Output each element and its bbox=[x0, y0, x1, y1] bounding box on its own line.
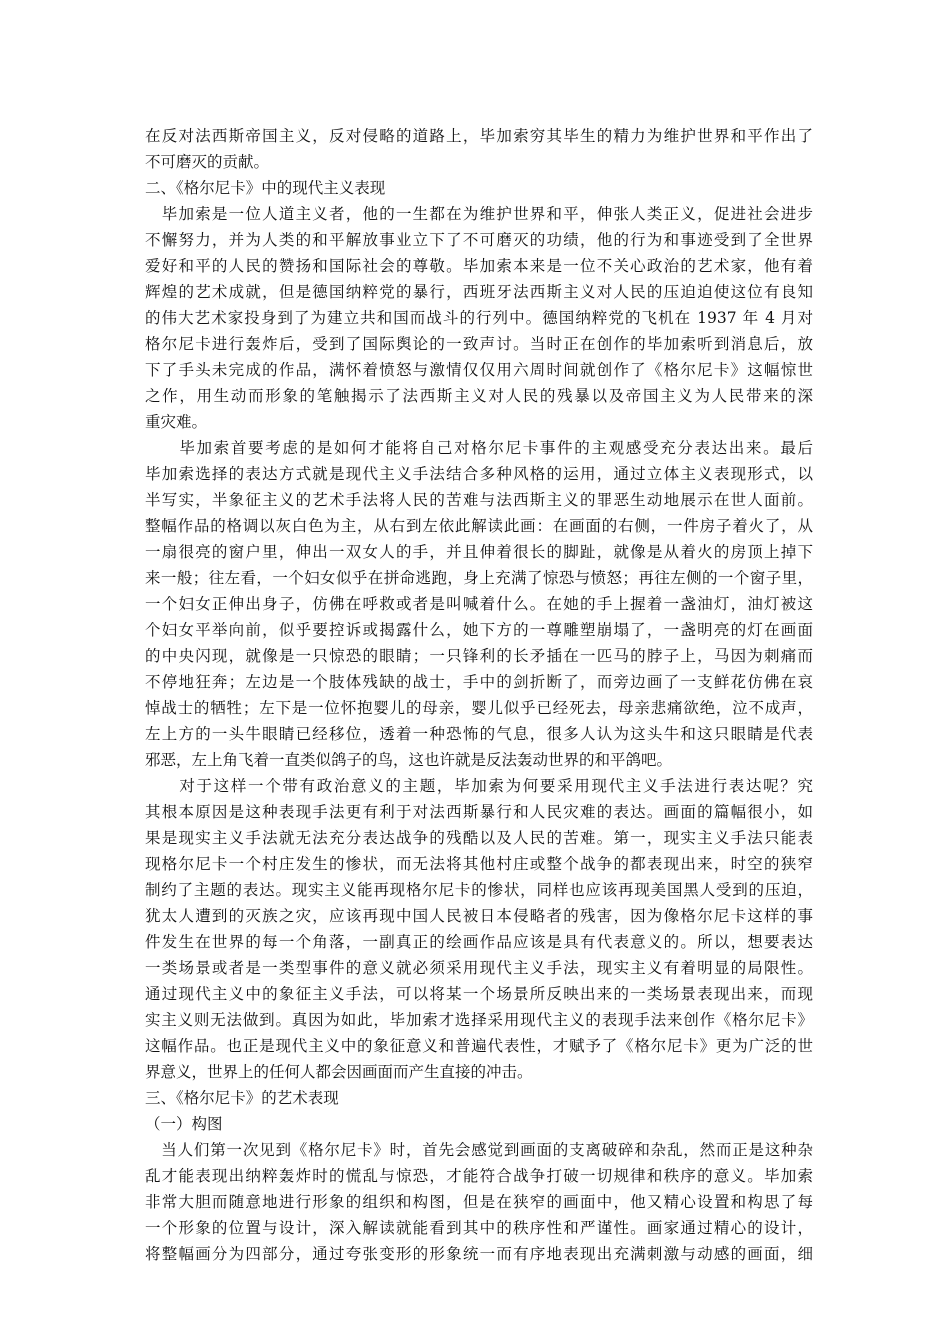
text-line: 这幅作品。也正是现代主义中的象征意义和普遍代表性，才赋予了《格尔尼卡》更为广泛的世 bbox=[145, 1037, 813, 1055]
text-line: 制约了主题的表达。现实主义能再现格尔尼卡的惨状，同样也应该再现美国黑人受到的压迫， bbox=[145, 881, 813, 899]
text-line: 爱好和平的人民的赞扬和国际社会的尊敬。毕加索本来是一位不关心政治的艺术家，他有着 bbox=[145, 257, 813, 275]
text-line: （一）构图 bbox=[145, 1115, 223, 1133]
text-line: 现格尔尼卡一个村庄发生的惨状，而无法将其他村庄或整个战争的都表现出来，时空的狭窄 bbox=[145, 855, 813, 873]
text-line: 邪恶，左上角飞着一直类似鸽子的鸟，这也许就是反法轰动世界的和平鸽吧。 bbox=[145, 751, 673, 769]
text-line: 毕加索选择的表达方式就是现代主义手法结合多种风格的运用，通过立体主义表现形式，以 bbox=[145, 465, 813, 483]
text-line: 格尔尼卡进行轰炸后，受到了国际舆论的一致声讨。当时正在创作的毕加索听到消息后，放 bbox=[145, 335, 813, 353]
text-line: 毕加索是一位人道主义者，他的一生都在为维护世界和平，伸张人类正义，促进社会进步 bbox=[145, 205, 813, 223]
text-line: 通过现代主义中的象征主义手法，可以将某一个场景所反映出来的一类场景表现出来，而现 bbox=[145, 985, 813, 1003]
text-line: 一个妇女正伸出身子，仿佛在呼救或者是叫喊着什么。在她的手上握着一盏油灯，油灯被这 bbox=[145, 595, 813, 613]
text-line: 果是现实主义手法就无法充分表达战争的残酷以及人民的苦难。第一，现实主义手法只能表 bbox=[145, 829, 813, 847]
text-line: 实主义则无法做到。真因为如此，毕加索才选择采用现代主义的表现手法来创作《格尔尼卡》 bbox=[145, 1011, 813, 1029]
text-line: 当人们第一次见到《格尔尼卡》时，首先会感觉到画面的支离破碎和杂乱，然而正是这种杂 bbox=[145, 1141, 813, 1159]
text-line: 三、《格尔尼卡》的艺术表现 bbox=[145, 1089, 339, 1107]
text-line: 在反对法西斯帝国主义，反对侵略的道路上，毕加索穷其毕生的精力为维护世界和平作出了 bbox=[145, 127, 813, 145]
text-line: 件发生在世界的每一个角落，一副真正的绘画作品应该是具有代表意义的。所以，想要表达 bbox=[145, 933, 813, 951]
text-line: 的中央闪现，就像是一只惊恐的眼睛；一只锋利的长矛插在一匹马的脖子上，马因为刺痛而 bbox=[145, 647, 813, 665]
text-line: 不停地狂奔；左边是一个肢体残缺的战士，手中的剑折断了，而旁边画了一支鲜花仿佛在哀 bbox=[145, 673, 813, 691]
text-line: 界意义，世界上的任何人都会因画面而产生直接的冲击。 bbox=[145, 1063, 533, 1081]
text-line: 犹太人遭到的灭族之灾，应该再现中国人民被日本侵略者的残害，因为像格尔尼卡这样的事 bbox=[145, 907, 813, 925]
text-line: 其根本原因是这种表现手法更有利于对法西斯暴行和人民灾难的表达。画面的篇幅很小，如 bbox=[145, 803, 813, 821]
text-line: 左上方的一头牛眼睛已经移位，透着一种恐怖的气息，很多人认为这头牛和这只眼睛是代表 bbox=[145, 725, 813, 743]
text-line: 半写实，半象征主义的艺术手法将人民的苦难与法西斯主义的罪恶生动地展示在世人面前。 bbox=[145, 491, 813, 509]
text-line: 乱才能表现出纳粹轰炸时的慌乱与惊恐，才能符合战争打破一切规律和秩序的意义。毕加索 bbox=[145, 1167, 813, 1185]
text-line: 之作，用生动而形象的笔触揭示了法西斯主义对人民的残暴以及帝国主义为人民带来的深 bbox=[145, 387, 813, 405]
text-line: 将整幅画分为四部分，通过夸张变形的形象统一而有序地表现出充满刺激与动感的画面，细 bbox=[145, 1245, 813, 1263]
text-line: 一个形象的位置与设计，深入解读就能看到其中的秩序性和严谨性。画家通过精心的设计， bbox=[145, 1219, 813, 1237]
text-line: 一类场景或者是一类型事件的意义就必须采用现代主义手法，现实主义有着明显的局限性。 bbox=[145, 959, 813, 977]
text-line: 不懈努力，并为人类的和平解放事业立下了不可磨灭的功绩，他的行为和事迹受到了全世界 bbox=[145, 231, 813, 249]
text-line: 重灾难。 bbox=[145, 413, 208, 431]
text-line: 辉煌的艺术成就，但是德国纳粹党的暴行，西班牙法西斯主义对人民的压迫迫使这位有良知 bbox=[145, 283, 813, 301]
text-line: 下了手头未完成的作品，满怀着愤怒与激情仅仅用六周时间就创作了《格尔尼卡》这幅惊世 bbox=[145, 361, 813, 379]
document-body bbox=[145, 123, 813, 1267]
text-line: 对于这样一个带有政治意义的主题，毕加索为何要采用现代主义手法进行表达呢？究 bbox=[145, 777, 813, 795]
text-line: 二、《格尔尼卡》中的现代主义表现 bbox=[145, 179, 386, 197]
text-line: 的伟大艺术家投身到了为建立共和国而战斗的行列中。德国纳粹党的飞机在 1937 年 4 月对 bbox=[145, 309, 813, 327]
text-line: 一扇很亮的窗户里，伸出一双女人的手，并且伸着很长的脚趾，就像是从着火的房顶上掉下 bbox=[145, 543, 813, 561]
text-line: 来一般；往左看，一个妇女似乎在拼命逃跑，身上充满了惊恐与愤怒；再往左侧的一个窗子里， bbox=[145, 569, 813, 587]
text-line: 整幅作品的格调以灰白色为主，从右到左依此解读此画：在画面的右侧，一件房子着火了，从 bbox=[145, 517, 813, 535]
text-line: 非常大胆而随意地进行形象的组织和构图，但是在狭窄的画面中，他又精心设置和构思了每 bbox=[145, 1193, 813, 1211]
text-line: 个妇女平举向前，似乎要控诉或揭露什么，她下方的一尊雕塑崩塌了，一盏明亮的灯在画面 bbox=[145, 621, 813, 639]
text-line: 不可磨灭的贡献。 bbox=[145, 153, 270, 171]
text-line: 悼战士的牺牲；左下是一位怀抱婴儿的母亲，婴儿似乎已经死去，母亲悲痛欲绝，泣不成声， bbox=[145, 699, 813, 717]
text-line: 毕加索首要考虑的是如何才能将自己对格尔尼卡事件的主观感受充分表达出来。最后 bbox=[145, 439, 813, 457]
